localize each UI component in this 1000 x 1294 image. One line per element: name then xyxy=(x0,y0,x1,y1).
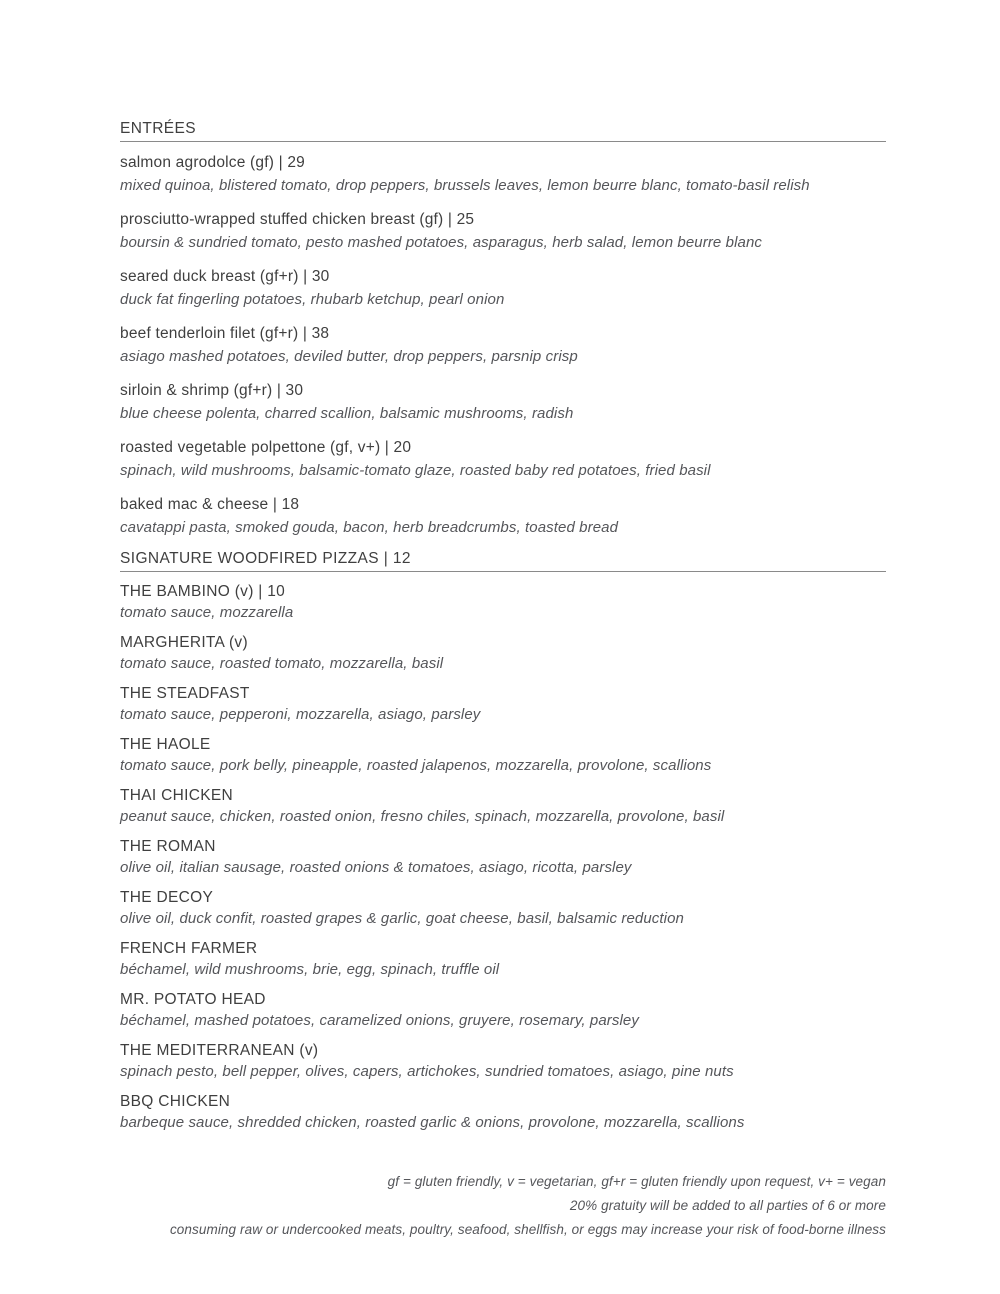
menu-item xyxy=(120,938,886,980)
menu-item-description: asiago mashed potatoes, deviled butter, drop peppers, parsnip crisp xyxy=(120,348,578,365)
menu-item xyxy=(120,436,886,482)
menu-item-description: tomato sauce, pepperoni, mozzarella, asiago, parsley xyxy=(120,706,481,723)
menu-item-description: tomato sauce, mozzarella xyxy=(120,604,294,621)
menu-item-description: barbeque sauce, shredded chicken, roasted garlic & onions, provolone, mozzarella, scallions xyxy=(120,1114,745,1131)
menu-item xyxy=(120,785,886,827)
entrees-item-list xyxy=(120,151,886,539)
footer-notes xyxy=(126,1170,886,1242)
menu-item-description: spinach, wild mushrooms, balsamic-tomato glaze, roasted baby red potatoes, fried basil xyxy=(120,462,711,479)
menu-item-description: duck fat fingerling potatoes, rhubarb ketchup, pearl onion xyxy=(120,291,505,308)
section-entrees xyxy=(120,120,886,539)
menu-item-description: béchamel, wild mushrooms, brie, egg, spinach, truffle oil xyxy=(120,961,500,978)
menu-item xyxy=(120,1040,886,1082)
section-signature-woodfired-pizzas xyxy=(120,550,886,1133)
menu-item-title: sirloin & shrimp (gf+r) | 30 xyxy=(120,382,304,399)
menu-item-title: seared duck breast (gf+r) | 30 xyxy=(120,268,330,285)
footer-note-health-warning: consuming raw or undercooked meats, poultry, seafood, shellfish, or eggs may increase your risk of food-borne illness xyxy=(169,1222,886,1237)
menu-item-title: THE ROMAN xyxy=(120,838,216,855)
menu-item-title: THE HAOLE xyxy=(120,736,211,753)
menu-item-title: THAI CHICKEN xyxy=(120,787,233,804)
menu-item-title: salmon agrodolce (gf) | 29 xyxy=(120,154,305,171)
menu-item-title: BBQ CHICKEN xyxy=(120,1093,231,1110)
menu-item-title: THE STEADFAST xyxy=(120,685,250,702)
pizzas-item-list xyxy=(120,581,886,1133)
menu-item-title: prosciutto-wrapped stuffed chicken breast (gf) | 25 xyxy=(120,211,475,228)
footer-note-gratuity: 20% gratuity will be added to all parties of 6 or more xyxy=(569,1198,886,1213)
menu-item-title: THE DECOY xyxy=(120,889,214,906)
menu-item-description: cavatappi pasta, smoked gouda, bacon, herb breadcrumbs, toasted bread xyxy=(120,519,619,536)
menu-item xyxy=(120,379,886,425)
menu-item xyxy=(120,1091,886,1133)
menu-item-title: MR. POTATO HEAD xyxy=(120,991,266,1008)
menu-item-title: THE MEDITERRANEAN (v) xyxy=(120,1042,319,1059)
menu-item xyxy=(120,322,886,368)
section-title-entrees: ENTRÉES xyxy=(120,120,886,142)
menu-item-description: mixed quinoa, blistered tomato, drop peppers, brussels leaves, lemon beurre blanc, tomato-basil relish xyxy=(120,177,810,194)
menu-item-description: tomato sauce, pork belly, pineapple, roasted jalapenos, mozzarella, provolone, scallions xyxy=(120,757,712,774)
menu-item xyxy=(120,989,886,1031)
menu-item-title: FRENCH FARMER xyxy=(120,940,258,957)
menu-item xyxy=(120,208,886,254)
menu-item xyxy=(120,581,886,623)
section-title-pizzas: SIGNATURE WOODFIRED PIZZAS | 12 xyxy=(120,550,886,572)
menu-item xyxy=(120,683,886,725)
menu-item-title: THE BAMBINO (v) | 10 xyxy=(120,583,286,600)
menu-item-description: béchamel, mashed potatoes, caramelized onions, gruyere, rosemary, parsley xyxy=(120,1012,639,1029)
menu-item xyxy=(120,632,886,674)
menu-item-description: spinach pesto, bell pepper, olives, capers, artichokes, sundried tomatoes, asiago, pine nuts xyxy=(120,1063,734,1080)
menu-item-description: blue cheese polenta, charred scallion, balsamic mushrooms, radish xyxy=(120,405,574,422)
menu-item xyxy=(120,887,886,929)
menu-item-description: tomato sauce, roasted tomato, mozzarella, basil xyxy=(120,655,444,672)
menu-item-title: beef tenderloin filet (gf+r) | 38 xyxy=(120,325,330,342)
menu-item-description: peanut sauce, chicken, roasted onion, fresno chiles, spinach, mozzarella, provolone, basil xyxy=(120,808,725,825)
menu-item-description: boursin & sundried tomato, pesto mashed potatoes, asparagus, herb salad, lemon beurre blanc xyxy=(120,234,762,251)
menu-item-title: baked mac & cheese | 18 xyxy=(120,496,300,513)
menu-item-title: roasted vegetable polpettone (gf, v+) | 20 xyxy=(120,439,412,456)
menu-item xyxy=(120,151,886,197)
menu-item xyxy=(120,493,886,539)
menu-item xyxy=(120,836,886,878)
menu-item-title: MARGHERITA (v) xyxy=(120,634,248,651)
menu-content xyxy=(120,120,886,1142)
footer-note-dietary-legend: gf = gluten friendly, v = vegetarian, gf+r = gluten friendly upon request, v+ = vegan xyxy=(387,1174,886,1189)
menu-item xyxy=(120,265,886,311)
menu-item xyxy=(120,734,886,776)
menu-item-description: olive oil, italian sausage, roasted onions & tomatoes, asiago, ricotta, parsley xyxy=(120,859,632,876)
menu-item-description: olive oil, duck confit, roasted grapes & garlic, goat cheese, basil, balsamic reduction xyxy=(120,910,684,927)
